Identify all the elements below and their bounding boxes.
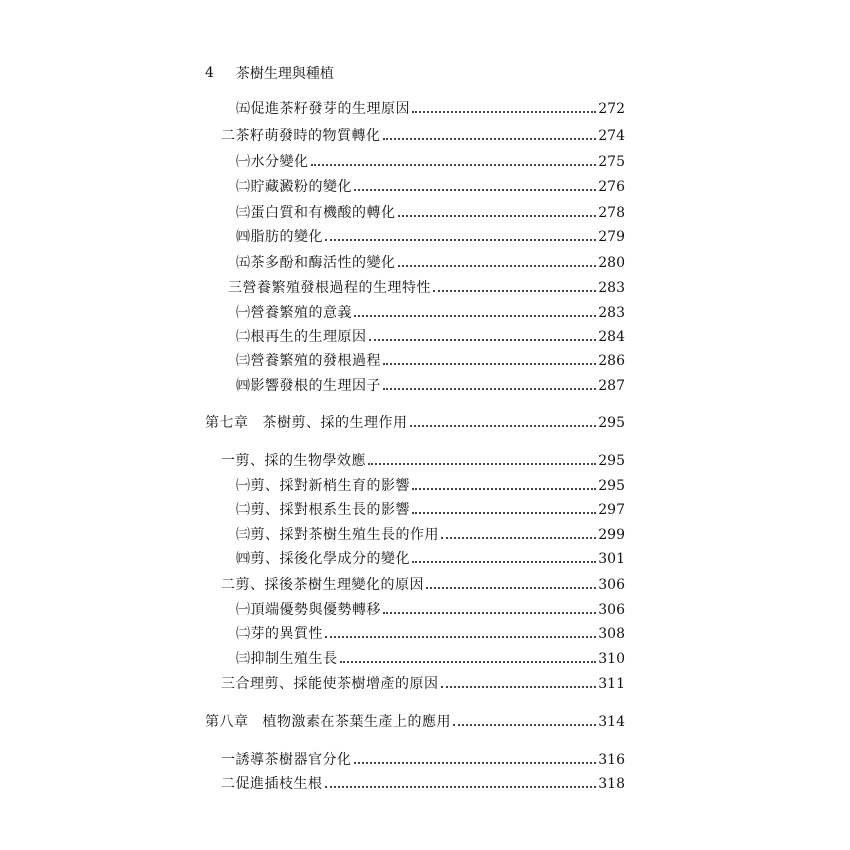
dot-leader xyxy=(412,488,596,490)
toc-section[interactable] xyxy=(221,669,625,693)
toc-section[interactable] xyxy=(221,745,625,769)
toc-section-page: 311 xyxy=(598,676,625,692)
dot-leader xyxy=(453,724,596,726)
toc-entry[interactable] xyxy=(236,248,625,272)
toc-entry-page: 284 xyxy=(598,329,625,345)
dot-leader xyxy=(354,315,596,317)
toc-entry-title: ㈡根再生的生理原因 xyxy=(236,329,367,345)
toc-entry-title: ㈣影響發根的生理因子 xyxy=(236,378,381,394)
chapter-number: 第八章 xyxy=(205,714,249,730)
dot-leader xyxy=(412,561,596,563)
toc-entry-title: ㈣剪、採後化學成分的變化 xyxy=(236,551,410,567)
dot-leader xyxy=(383,363,596,365)
dot-leader xyxy=(311,164,597,166)
dot-leader xyxy=(398,265,597,267)
dot-leader xyxy=(441,686,597,688)
dot-leader xyxy=(433,290,596,292)
toc-entry[interactable] xyxy=(236,147,625,171)
toc-entry-title: ㈡剪、採對根系生長的影響 xyxy=(236,502,410,518)
toc-section-page: 316 xyxy=(598,752,625,768)
toc-entry-page: 310 xyxy=(598,651,625,667)
dot-leader xyxy=(383,388,596,390)
toc-entry-title: ㈣脂肪的變化 xyxy=(236,229,323,245)
toc-entry-page: 301 xyxy=(598,551,625,567)
toc-entry[interactable] xyxy=(236,644,625,668)
toc-entry-title: ㈡芽的異質性 xyxy=(236,626,323,642)
toc-entry-page: 283 xyxy=(598,305,625,321)
dot-leader xyxy=(441,537,596,539)
dot-leader xyxy=(383,612,596,614)
chapter-page: 295 xyxy=(598,415,625,431)
toc-section-title: 二茶籽萌發時的物質轉化 xyxy=(221,128,381,144)
chapter-title: 茶樹剪、採的生理作用 xyxy=(262,415,408,431)
dot-leader xyxy=(426,587,596,589)
dot-leader xyxy=(325,239,596,241)
toc-section-title: 三合理剪、採能使茶樹增產的原因 xyxy=(221,676,439,692)
toc-section-title: 三營養繁殖發根過程的生理特性 xyxy=(228,280,431,296)
toc-entry[interactable] xyxy=(236,520,625,544)
toc-entry-page: 306 xyxy=(598,602,625,618)
toc-entry-page: 275 xyxy=(598,154,625,170)
toc-entry[interactable] xyxy=(236,471,625,495)
dot-leader xyxy=(398,215,597,217)
toc-entry-title: ㈢蛋白質和有機酸的轉化 xyxy=(236,205,396,221)
toc-section-page: 306 xyxy=(598,577,625,593)
toc-entry-title: ㈠剪、採對新梢生育的影響 xyxy=(236,478,410,494)
toc-entry-page: 295 xyxy=(598,478,625,494)
toc-entry-page: 287 xyxy=(598,378,625,394)
toc-chapter[interactable] xyxy=(205,408,625,432)
dot-leader xyxy=(410,425,597,427)
toc-entry-title: ㈤茶多酚和酶活性的變化 xyxy=(236,255,396,271)
toc-entry[interactable] xyxy=(236,222,625,246)
toc-entry-title: ㈢剪、採對茶樹生殖生長的作用 xyxy=(236,527,439,543)
toc-section-page: 318 xyxy=(598,776,625,792)
header-title: 茶樹生理與種植 xyxy=(235,66,334,82)
chapter-page: 314 xyxy=(598,714,625,730)
toc-entry[interactable] xyxy=(236,595,625,619)
toc-section[interactable] xyxy=(221,121,625,145)
toc-section-title: 二促進插枝生根 xyxy=(221,776,323,792)
toc-entry-page: 272 xyxy=(598,101,625,117)
toc-entry-title: ㈤促進茶籽發芽的生理原因 xyxy=(236,101,410,117)
dot-leader xyxy=(325,786,597,788)
dot-leader xyxy=(383,138,597,140)
chapter-title: 植物激素在茶葉生產上的應用 xyxy=(262,714,451,730)
toc-entry[interactable] xyxy=(236,172,625,196)
dot-leader xyxy=(368,463,596,465)
toc-entry[interactable] xyxy=(236,346,625,370)
toc-entry[interactable] xyxy=(236,495,625,519)
toc-entry[interactable] xyxy=(236,371,625,395)
toc-section[interactable] xyxy=(221,570,625,594)
toc-entry-page: 278 xyxy=(598,205,625,221)
toc-entry[interactable] xyxy=(236,198,625,222)
toc-section-page: 283 xyxy=(598,280,625,296)
toc-entry-page: 276 xyxy=(598,179,625,195)
dot-leader xyxy=(412,512,596,514)
chapter-number: 第七章 xyxy=(205,415,249,431)
dot-leader xyxy=(325,636,596,638)
dot-leader xyxy=(354,762,597,764)
dot-leader xyxy=(354,189,596,191)
running-header xyxy=(205,61,334,85)
toc-section[interactable] xyxy=(221,769,625,793)
toc-section[interactable] xyxy=(221,446,625,470)
toc-entry-title: ㈠水分變化 xyxy=(236,154,309,170)
toc-entry[interactable] xyxy=(236,619,625,643)
dot-leader xyxy=(369,339,597,341)
toc-entry-title: ㈡貯藏澱粉的變化 xyxy=(236,179,352,195)
toc-chapter[interactable] xyxy=(205,707,625,731)
toc-section-page: 274 xyxy=(598,128,625,144)
toc-entry-page: 308 xyxy=(598,626,625,642)
toc-entry[interactable] xyxy=(236,544,625,568)
toc-entry[interactable] xyxy=(236,94,625,118)
toc-section-title: 二剪、採後茶樹生理變化的原因 xyxy=(221,577,424,593)
toc-entry-page: 299 xyxy=(598,527,625,543)
toc-entry-title: ㈢營養繁殖的發根過程 xyxy=(236,353,381,369)
toc-section[interactable] xyxy=(228,273,625,297)
toc-entry[interactable] xyxy=(236,298,625,322)
toc-entry-page: 280 xyxy=(598,255,625,271)
toc-entry-title: ㈠營養繁殖的意義 xyxy=(236,305,352,321)
toc-section-title: 一剪、採的生物學效應 xyxy=(221,453,366,469)
toc-entry-page: 279 xyxy=(598,229,625,245)
dot-leader xyxy=(412,111,596,113)
toc-section-page: 295 xyxy=(598,453,625,469)
toc-section-title: 一誘導茶樹器官分化 xyxy=(221,752,352,768)
header-page-number: 4 xyxy=(205,65,214,81)
toc-entry-page: 286 xyxy=(598,353,625,369)
toc-entry-title: ㈢抑制生殖生長 xyxy=(236,651,338,667)
dot-leader xyxy=(340,661,597,663)
toc-entry[interactable] xyxy=(236,322,625,346)
toc-entry-title: ㈠頂端優勢與優勢轉移 xyxy=(236,602,381,618)
toc-entry-page: 297 xyxy=(598,502,625,518)
